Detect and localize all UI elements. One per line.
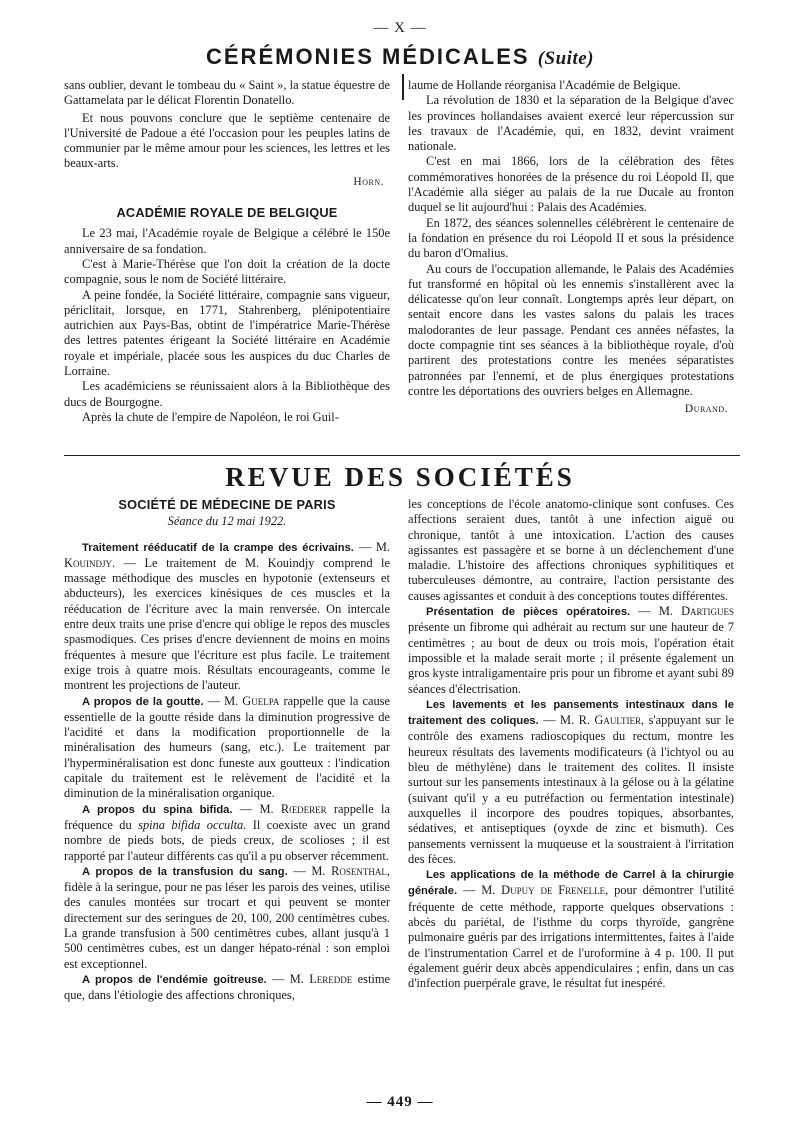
title-suffix: (Suite)	[537, 48, 594, 69]
author-name: M. Guelpa	[224, 693, 280, 708]
section-title: ACADÉMIE ROYALE DE BELGIQUE	[116, 205, 338, 221]
signature: Durand.	[684, 403, 728, 416]
item-text: rappelle que la cause essentielle de la goutte réside dans la diminution progressive de l'acidité et dans la modification proportionnelle de la minéralisation des humeurs (sang, etc.). Le traitement par l'hyperminéralisation est donc funeste aux goutteux : l'indication capitale du traitement est le relèvement de l'acidité et la diminution de la minéralisation organique.	[64, 693, 390, 801]
section-title: SOCIÉTÉ DE MÉDECINE DE PARIS	[118, 497, 336, 512]
paragraph: En 1872, des séances solennelles célébrèrent le centenaire de la fondation en présence du roi Léopold II et sous la présidence du baron d'Omalius.	[408, 215, 734, 261]
item-paragraph: Présentation de pièces opératoires. — M. Dartigues présente un fibrome qui adhérait au rectum sur une hauteur de 7 centimètres ; au bout de deux ou trois mois, l'opération était impossible et la malade serait morte ; il présente également un gros kyste intraligamentaire pris pour un fibrome et ayant subi 89 séances d'électrisation.	[408, 604, 735, 696]
item-lead: A propos de la goutte.	[82, 695, 204, 708]
item-text: s'appuyant sur le contrôle des examens radioscopiques du rectum, montre les heureux résultats des lavements modificateurs (à l'ichtyol ou au bleu de méthylène) dans le traitement des colites. Il insiste surtout sur les pansements intestinaux à la gélose ou à la gélatine (suivant qu'il y a eu putréfaction ou fermentation intestinale) auxquelles il incorpore des poudres topiques, absorbantes, sédatives, et antiseptiques (oyxde de zinc et bismuth). Ces pansements vernissent la muqueuse et la soustraient à l'irritation des fèces.	[408, 713, 735, 866]
item-lead: A propos du spina bifida.	[82, 803, 233, 816]
paragraph: Les académiciens se réunissaient alors à la Bibliothèque des ducs de Bourgogne.	[64, 379, 390, 409]
signature: Horn.	[353, 175, 384, 188]
page-number-header: — X —	[373, 20, 427, 36]
item-italic-term: spina bifida occulta.	[138, 817, 247, 832]
item-text: rappelle la fréquence du	[64, 801, 390, 832]
author-name: M. Rœderer	[259, 801, 327, 816]
item-paragraph: A propos de la transfusion du sang. — M. Rosenthal, fidèle à la seringue, pour ne pas léser les parois des veines, utilise des canules montées sur trocart et qui peuvent se monter directement sur des seringues de 20, 100, 200 centimètres cubes. La grande transfusion à 500 centimètres cubes, allant jusqu'à 1 500 centimètres cubes, est un danger hépato-rénal : son emploi est exceptionnel.	[64, 863, 390, 971]
item-paragraph: Traitement rééducatif de la crampe des écrivains. — M. Kouindjy. — Le traitement de M. Kouindjy comprend le massage méthodique des muscles en hypotonie (extenseurs et abducteurs), les exercices kinésiques de ces muscles et la rééducation de l'écriture avec la main renversée. On intercale entre deux traits une prise d'encre qui oblige le repos des muscles spasmodiques. Ces prises d'encre deviennent de moins en moins fréquentes à mesure que l'écriture est plus facile. Le traitement exige trois à quatre mois. Résultats encourageants, comme le montrent les projections de l'auteur.	[64, 539, 390, 693]
item-lead: Traitement rééducatif de la crampe des écrivains.	[82, 541, 354, 554]
paragraph: C'est en mai 1866, lors de la célébration des fêtes commémoratives honorées de la présence du roi Léopold II, que l'Académie alla siéger au palais de la rue Ducale au fronton duquel se lit aujourd'hui : Palais des Académies.	[408, 154, 734, 215]
paragraph: sans oublier, devant le tombeau du « Saint », la statue équestre de Gattamelata par le délicat Florentin Donatello.	[64, 78, 390, 108]
column-top-left	[64, 78, 390, 425]
item-text: pour démontrer l'utilité fréquente de cette méthode, rapporte quelques observations : abcès du pariétal, de l'isthme du corps thyroïde, gangrène pulmonaire guéris par des irrigations intermittentes, faites à l'aide de l'instrumentation Carrel et de l'uroformine à 4 p. 100. Il put également guérir deux abcès appendiculaires ; enfin, dans un cas d'infection puerpérale grave, le résultat fut inespéré.	[408, 883, 734, 991]
item-text: présente un fibrome qui adhérait au rectum sur une hauteur de 7 centimètres ; au bout de deux ou trois mois, l'opération était impossible et la malade serait morte ; il présente également un gros kyste intraligamentaire pris pour un fibrome et ayant subi 89 séances d'électrisation.	[408, 620, 734, 696]
column-separator-mark	[402, 74, 404, 100]
item-lead: A propos de la transfusion du sang.	[82, 865, 288, 878]
page-number-footer: — 449 —	[366, 1094, 434, 1110]
paragraph: Et nous pouvons conclure que le septième centenaire de l'Université de Padoue a été l'occasion pour les peuples latins de communier par le même amour pour les sciences, les lettres et les beaux-arts.	[64, 110, 390, 171]
author-name: M. Dupuy de Frenelle,	[481, 883, 609, 898]
page-title	[0, 44, 800, 70]
item-paragraph: Les applications de la méthode de Carrel à la chirurgie générale. — M. Dupuy de Frenelle, pour démontrer l'utilité fréquente de cette méthode, rapporte quelques observations : abcès du pariétal, de l'isthme du corps thyroïde, gangrène pulmonaire guéris par des irrigations intermittentes, faites à l'aide de l'instrumentation Carrel et de l'uroformine à 4 p. 100. Il put également guérir deux abcès appendiculaires ; enfin, dans un cas d'infection puerpérale grave, le résultat fut inespéré.	[408, 869, 734, 991]
item-text: estime que, dans l'étiologie des affections chroniques,	[64, 971, 390, 1003]
column-bottom-left	[64, 497, 390, 1004]
item-lead: Les applications de la méthode de Carrel à la chirurgie générale.	[408, 869, 734, 898]
seance-date: Séance du 12 mai 1922.	[167, 514, 287, 529]
paragraph: Au cours de l'occupation allemande, le Palais des Académies fut transformé en hôpital où les ennemis s'installèrent avec la délicatesse qu'on leur connaît. Longtemps après leur départ, on sentait encore dans les vastes salons du palais les traces malodorantes de leur passage. Pendant ces années néfastes, la docte compagnie tint ses séances à la bibliothèque royale, d'où partirent des protestations contre les menées séparatistes patronnées par l'ennemi, et de plus énergiques protestations contre les déportations des ouvriers belges en Allemagne.	[408, 261, 734, 398]
item-paragraph: A propos du spina bifida. — M. Rœderer rappelle la fréquence du spina bifida occulta. Il coexiste avec un grand nombre de pieds bots, de pieds creux, de scolioses ; il est rapporté par l'auteur différents cas qu'il a pu observer récemment.	[64, 801, 391, 863]
item-text: Le traitement de M. Kouindjy comprend le massage méthodique des muscles en hypotonie (extenseurs et abducteurs), les exercices kinésiques de ces muscles et la rééducation de l'écriture avec la main renversée. On intercale entre deux traits une prise d'encre qui oblige le repos des muscles spasmodiques. Ces prises d'encre deviennent de moins en moins fréquentes à mesure que l'écriture est plus facile. Le traitement exige trois à quatre mois. Résultats encourageants, comme le montrent les projections de l'auteur.	[64, 555, 390, 693]
title-text: CÉRÉMONIES MÉDICALES	[206, 44, 530, 69]
paragraph: laume de Hollande réorganisa l'Académie de Belgique.	[408, 78, 681, 92]
item-text: Il coexiste avec un grand nombre de pieds bots, de pieds creux, de scolioses ; il est rapporté par l'auteur différents cas qu'il a pu observer récemment.	[64, 817, 391, 863]
author-name: M. R. Gaultier,	[560, 713, 645, 728]
item-paragraph: Les lavements et les pansements intestinaux dans le traitement des coliques. — M. R. Gaultier, s'appuyant sur le contrôle des examens radioscopiques du rectum, montre les heureux résultats des lavements modificateurs (à l'ichtyol ou au bleu de méthylène) dans le traitement des colites. Il insiste surtout sur les pansements intestinaux à la gélose ou à la gélatine (suivant qu'il y a eu putréfaction ou fermentation intestinale) auxquelles il incorpore des poudres topiques, absorbantes, sédatives, et antiseptiques (oyxde de zinc et bismuth). Ces pansements vernissent la muqueuse et la soustraient à l'irritation des fèces.	[408, 698, 735, 866]
item-paragraph: A propos de l'endémie goitreuse. — M. Leredde estime que, dans l'étiologie des affections chroniques,	[64, 971, 390, 1003]
author-name: M. Dartigues	[658, 604, 735, 619]
item-paragraph: A propos de la goutte. — M. Guelpa rappelle que la cause essentielle de la goutte réside dans la diminution progressive de l'acidité et dans la modification proportionnelle de la minéralisation des humeurs (sang, etc.). Le traitement par l'hyperminéralisation est donc funeste aux goutteux : l'indication capitale du traitement est le relèvement de l'acidité et la diminution de la minéralisation organique.	[64, 693, 390, 801]
item-text: fidèle à la seringue, pour ne pas léser les parois des veines, utilise des canules montées sur trocart et qui peuvent se monter directement sur des seringues de 20, 100, 200 centimètres cubes. La grande transfusion à 500 centimètres cubes, allant jusqu'à 1 500 centimètres cubes, est un danger hépato-rénal : son emploi est exceptionnel.	[64, 880, 390, 971]
paragraph: Le 23 mai, l'Académie royale de Belgique a célébré le 150e anniversaire de sa fondation.	[64, 226, 390, 256]
paragraph: C'est à Marie-Thérèse que l'on doit la création de la docte compagnie, sous le nom de Société littéraire.	[64, 256, 390, 287]
paragraph: Après la chute de l'empire de Napoléon, le roi Guil-	[82, 409, 339, 424]
author-name: M. Kouindjy.	[64, 539, 390, 570]
revue-title: REVUE DES SOCIÉTÉS	[225, 462, 575, 492]
item-lead: Les lavements et les pansements intestinaux dans le traitement des coliques.	[408, 698, 734, 728]
author-name: M. Leredde	[289, 971, 353, 986]
column-bottom-right	[408, 497, 734, 992]
author-name: M. Rosenthal,	[311, 863, 390, 878]
item-lead: Présentation de pièces opératoires.	[426, 606, 631, 619]
divider-rule	[64, 455, 740, 456]
item-lead: A propos de l'endémie goitreuse.	[82, 973, 267, 986]
paragraph: les conceptions de l'école anatomo-clinique sont confuses. Ces affections seraient dues, tantôt à une infection aiguë ou chronique, tantôt à une intoxication. L'action des causes agissantes est passagère et se borne à un déclenchement d'une maladie. L'histoire des affections chroniques syphilitiques et tuberculeuses démontre, au contraire, l'action persistante des causes agissantes et conduit à des conceptions toutes différentes.	[408, 497, 734, 603]
column-top-right	[408, 78, 734, 418]
paragraph: La révolution de 1830 et la séparation de la Belgique d'avec les provinces hollandaises avaient exercé leur répercussion sur les travaux de l'Académie, qui, en 1832, devint vraiment nationale.	[408, 93, 734, 154]
paragraph: A peine fondée, la Société littéraire, compagnie sans vigueur, périclitait, lorsque, en 1771, Stahrenberg, plénipotentiaire autrichien aux Pays-Bas, obtint de l'impératrice Marie-Thérèse des lettres patentes érigeant la Société littéraire en Académie royale et impériale, placée sous les auspices du duc Charles de Lorraine.	[64, 287, 390, 379]
